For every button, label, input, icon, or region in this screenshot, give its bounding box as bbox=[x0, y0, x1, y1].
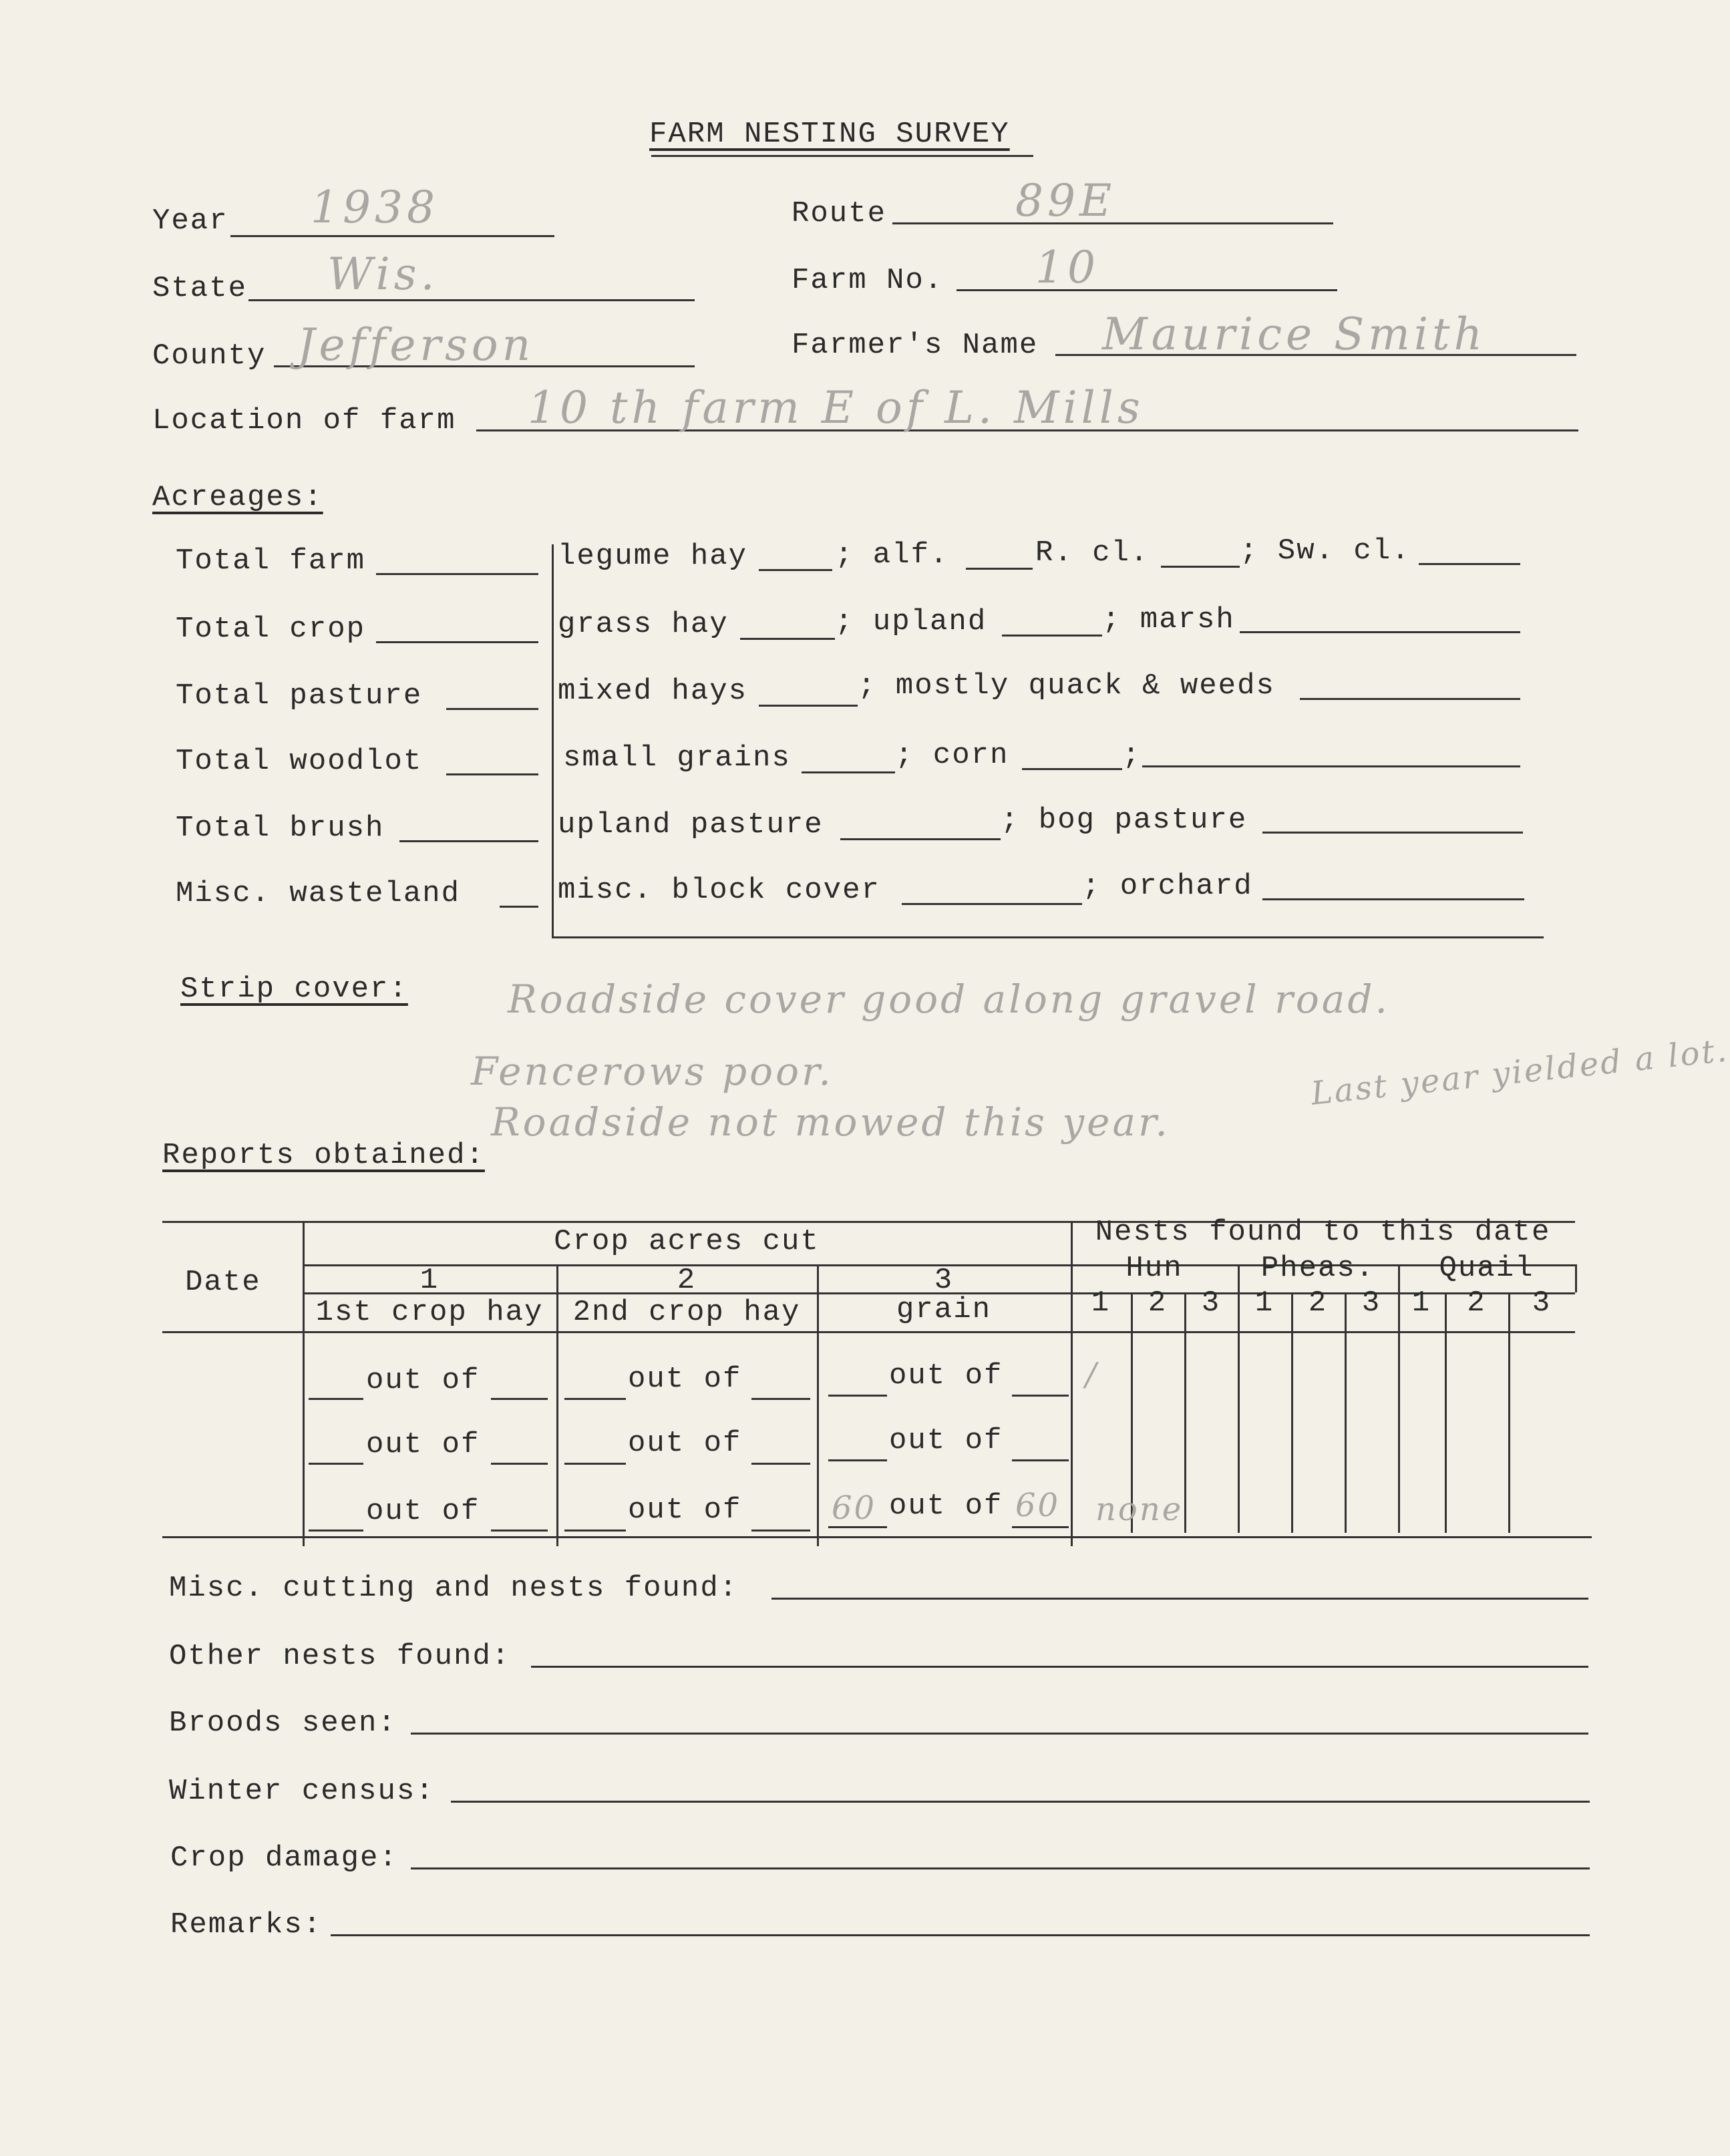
table-vline-n7 bbox=[1445, 1292, 1447, 1533]
r2c1-right-blank bbox=[491, 1463, 548, 1465]
col-name-2: 2nd crop hay bbox=[572, 1296, 801, 1329]
crop-acres-header: Crop acres cut bbox=[554, 1225, 820, 1258]
species-hun: Hun bbox=[1126, 1252, 1183, 1285]
total-brush-label: Total brush bbox=[176, 812, 385, 845]
strip-cover-note-3: Roadside not mowed this year. bbox=[491, 1099, 1170, 1145]
hun-1: 1 bbox=[1091, 1286, 1111, 1320]
total-farm-line bbox=[376, 573, 538, 575]
strip-cover-note-2: Fencerows poor. bbox=[471, 1049, 834, 1094]
total-crop-line bbox=[376, 641, 538, 643]
quack-weeds-label: ; mostly quack & weeds bbox=[858, 669, 1275, 703]
table-vline-n4 bbox=[1291, 1292, 1293, 1533]
grass-hay-line bbox=[740, 638, 835, 640]
small-grains-extra-line bbox=[1142, 765, 1520, 767]
year-label: Year bbox=[152, 204, 228, 238]
strip-cover-note-4: Last year yielded a lot. bbox=[1309, 1031, 1730, 1113]
misc-block-cover-line bbox=[902, 903, 1082, 905]
grain-row3-right-value: 60 bbox=[1015, 1487, 1061, 1524]
farm-no-line bbox=[957, 289, 1337, 291]
small-grains-label: small grains bbox=[563, 741, 791, 775]
crop-damage-label: Crop damage: bbox=[170, 1841, 398, 1875]
col-num-3: 3 bbox=[934, 1264, 954, 1297]
upland-line bbox=[1002, 635, 1102, 637]
strip-cover-label: Strip cover: bbox=[180, 972, 408, 1006]
state-line bbox=[248, 299, 695, 301]
table-bottom-border bbox=[162, 1536, 1592, 1538]
marsh-label: ; marsh bbox=[1102, 603, 1235, 637]
r3c2-right-blank bbox=[751, 1530, 810, 1532]
total-woodlot-line bbox=[446, 773, 538, 775]
grass-hay-label: grass hay bbox=[558, 608, 729, 641]
date-header: Date bbox=[185, 1266, 261, 1299]
pheas-1: 1 bbox=[1254, 1286, 1274, 1320]
upland-label: ; upland bbox=[835, 605, 987, 639]
crop-damage-line bbox=[411, 1867, 1590, 1869]
quail-3: 3 bbox=[1532, 1286, 1552, 1320]
r1c2-left-blank bbox=[564, 1398, 626, 1400]
marsh-line bbox=[1240, 631, 1520, 633]
year-value: 1938 bbox=[311, 182, 439, 233]
location-value: 10 th farm E of L. Mills bbox=[528, 382, 1144, 433]
upland-pasture-label: upland pasture bbox=[558, 808, 824, 842]
state-value: Wis. bbox=[327, 248, 439, 300]
r2c1-left-blank bbox=[309, 1463, 363, 1465]
total-pasture-label: Total pasture bbox=[176, 679, 423, 713]
corn-label: ; corn bbox=[895, 739, 1009, 772]
col-num-1: 1 bbox=[419, 1264, 440, 1297]
mixed-hays-label: mixed hays bbox=[558, 675, 748, 708]
farmer-label: Farmer's Name bbox=[792, 329, 1039, 362]
form-title: FARM NESTING SURVEY bbox=[649, 118, 1010, 151]
state-label: State bbox=[152, 272, 248, 305]
sw-cl-line bbox=[1419, 563, 1520, 565]
farmer-value: Maurice Smith bbox=[1102, 309, 1487, 360]
remarks-line bbox=[331, 1934, 1590, 1936]
col-name-3: grain bbox=[896, 1293, 992, 1326]
r1c2-out-of: out of bbox=[628, 1363, 742, 1396]
r1c3-out-of: out of bbox=[889, 1359, 1003, 1393]
alf-label: ; alf. bbox=[835, 538, 949, 572]
county-value: Jefferson bbox=[297, 319, 535, 371]
bog-pasture-line bbox=[1262, 832, 1523, 834]
r3c1-out-of: out of bbox=[366, 1495, 480, 1528]
col-name-1: 1st crop hay bbox=[315, 1296, 544, 1329]
r-cl-line bbox=[1161, 566, 1240, 568]
r1c2-right-blank bbox=[751, 1398, 810, 1400]
table-vline-n2 bbox=[1184, 1292, 1186, 1533]
r-cl-label: R. cl. bbox=[1035, 536, 1150, 570]
r3c1-left-blank bbox=[309, 1530, 363, 1532]
county-label: County bbox=[152, 339, 267, 373]
acreage-bottom-line bbox=[552, 936, 1544, 938]
pheas-2: 2 bbox=[1308, 1286, 1328, 1320]
r2c2-right-blank bbox=[751, 1463, 810, 1465]
r2c3-right-blank bbox=[1012, 1459, 1069, 1461]
r3c2-left-blank bbox=[564, 1530, 626, 1532]
misc-wasteland-label: Misc. wasteland bbox=[176, 877, 461, 910]
r1c3-right-blank bbox=[1012, 1395, 1069, 1397]
species-pheas: Pheas. bbox=[1260, 1252, 1375, 1285]
grain-row3-left-value: 60 bbox=[832, 1489, 877, 1527]
species-quail: Quail bbox=[1439, 1252, 1534, 1285]
farm-no-value: 10 bbox=[1035, 242, 1099, 293]
remarks-label: Remarks: bbox=[170, 1908, 323, 1942]
misc-cutting-label: Misc. cutting and nests found: bbox=[169, 1572, 739, 1605]
orchard-label: ; orchard bbox=[1082, 870, 1253, 903]
reports-obtained-label: Reports obtained: bbox=[162, 1139, 485, 1172]
r3c3-out-of: out of bbox=[889, 1489, 1003, 1523]
quack-weeds-line bbox=[1300, 698, 1520, 700]
table-vline-n5 bbox=[1345, 1292, 1347, 1533]
r1c1-right-blank bbox=[491, 1398, 548, 1400]
other-nests-line bbox=[531, 1666, 1588, 1668]
title-underline bbox=[651, 155, 1033, 157]
total-woodlot-label: Total woodlot bbox=[176, 745, 423, 778]
hun-row1-mark: / bbox=[1085, 1356, 1099, 1393]
small-grains-line bbox=[802, 771, 895, 773]
strip-cover-note-1: Roadside cover good along gravel road. bbox=[508, 976, 1390, 1022]
r2c2-left-blank bbox=[564, 1463, 626, 1465]
orchard-line bbox=[1262, 898, 1524, 900]
nests-found-header: Nests found to this date bbox=[1095, 1216, 1551, 1249]
r2c1-out-of: out of bbox=[366, 1428, 480, 1461]
broods-seen-line bbox=[411, 1733, 1588, 1735]
route-value: 89E bbox=[1015, 175, 1116, 226]
year-line bbox=[230, 235, 554, 237]
total-farm-label: Total farm bbox=[176, 544, 366, 578]
hun-2: 2 bbox=[1148, 1286, 1168, 1320]
legume-hay-label: legume hay bbox=[558, 540, 748, 573]
r2c3-out-of: out of bbox=[889, 1424, 1003, 1457]
corn-line bbox=[1022, 768, 1122, 770]
r2c2-out-of: out of bbox=[628, 1427, 742, 1460]
total-crop-label: Total crop bbox=[176, 612, 366, 646]
total-pasture-line bbox=[446, 708, 538, 710]
quail-2: 2 bbox=[1467, 1286, 1486, 1320]
col-num-2: 2 bbox=[677, 1264, 697, 1297]
legume-hay-line bbox=[759, 569, 832, 571]
r1c3-left-blank bbox=[828, 1395, 887, 1397]
winter-census-line bbox=[451, 1801, 1590, 1803]
hun-3: 3 bbox=[1201, 1286, 1221, 1320]
winter-census-label: Winter census: bbox=[169, 1775, 435, 1808]
location-label: Location of farm bbox=[152, 404, 456, 437]
table-vline-n8 bbox=[1508, 1292, 1510, 1533]
total-brush-line bbox=[399, 840, 538, 842]
r1c1-out-of: out of bbox=[366, 1364, 480, 1397]
r3c3-right-blank bbox=[1012, 1526, 1069, 1528]
nests-row3-note: none bbox=[1095, 1491, 1184, 1528]
pheas-3: 3 bbox=[1361, 1286, 1381, 1320]
broods-seen-label: Broods seen: bbox=[169, 1706, 397, 1740]
upland-pasture-line bbox=[840, 838, 1001, 840]
corn-semicolon: ; bbox=[1122, 739, 1142, 772]
bog-pasture-label: ; bog pasture bbox=[1001, 803, 1248, 837]
quail-1: 1 bbox=[1411, 1286, 1431, 1320]
table-header-bottom bbox=[162, 1331, 1575, 1333]
other-nests-label: Other nests found: bbox=[169, 1640, 511, 1673]
misc-wasteland-line bbox=[500, 906, 538, 908]
r3c1-right-blank bbox=[491, 1530, 548, 1532]
r1c1-left-blank bbox=[309, 1398, 363, 1400]
misc-cutting-line bbox=[771, 1598, 1588, 1600]
r2c3-left-blank bbox=[828, 1459, 887, 1461]
mixed-hays-line bbox=[759, 705, 858, 707]
table-vline-right bbox=[1575, 1264, 1577, 1292]
sw-cl-label: ; Sw. cl. bbox=[1240, 534, 1411, 568]
route-label: Route bbox=[792, 197, 887, 230]
acreage-divider bbox=[552, 544, 554, 938]
alf-line bbox=[966, 568, 1033, 570]
acreages-heading: Acreages: bbox=[152, 481, 323, 514]
farm-no-label: Farm No. bbox=[792, 264, 944, 297]
r3c2-out-of: out of bbox=[628, 1493, 742, 1527]
misc-block-cover-label: misc. block cover bbox=[558, 874, 880, 907]
